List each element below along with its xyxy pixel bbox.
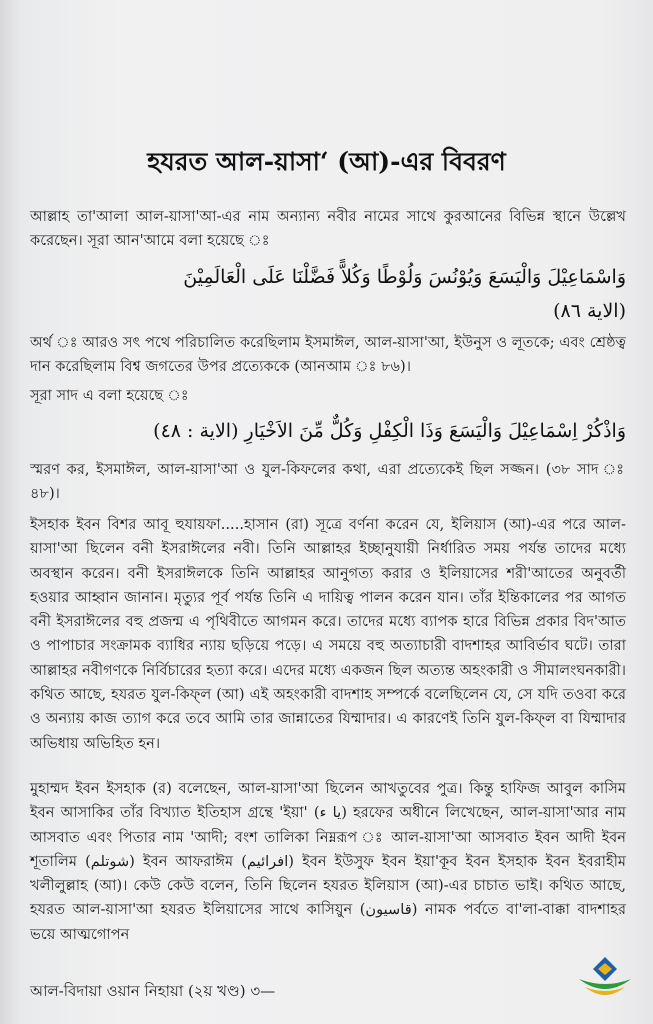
surah-sad-intro: সূরা সাদ এ বলা হয়েছে ঃ bbox=[30, 387, 189, 404]
verse-1-reference: (الاية ٨٦) bbox=[553, 300, 626, 322]
page-footer: আল-বিদায়া ওয়ান নিহায়া (২য় খণ্ড) ৩— bbox=[30, 982, 276, 1000]
body-paragraph-2: মুহাম্মদ ইবন ইসহাক (র) বলেছেন, আল-য়াসা'আ ছিলেন আখতুবের পুত্র। কিন্তু হাফিজ আবুল কাসিম ইবন আসাকির তাঁর বিখ্যাত ইতিহাস গ্রন্থে 'ইয়া' (يا ء) হরফের অধীনে লিখেছেন, আল-য়াসা'আর নাম আসবাত এবং পিতার নাম 'আদী; বংশ তালিকা নিম্নরূপ ঃ আল-য়াসা'আ আসবাত ইবন আদী ইবন শূতালিম (شوتلم) ইবন আফরাঈম (افرائيم) ইবন ইউসুফ ইবন ইয়া'কূব ইবন ইসহাক ইবন ইবরাহীম খলীলুল্লাহ (আ)। কেউ কেউ বলেন, তিনি ছিলেন হযরত ইলিয়াস (আ)-এর চাচাত ভাই। কথিত আছে, হযরত আল-য়াসা'আ হযরত ইলিয়াসের সাথে কাসিয়ুন (قاسيون) নামক পর্বতে বা'লা-বাক্কা বাদশাহর ভয়ে আত্মগোপন bbox=[30, 780, 626, 943]
verse-2-arabic: وَاذْكُرْ اِسْمَاعِيْلَ وَالْيَسَعَ وَذَا الْكِفْلِ وَكُلٌّ مِّنَ الاَخْيَارِ (الاية : ٤٨) bbox=[153, 420, 626, 442]
page-title: হযরত আল-য়াসা‘ (আ)-এর বিবরণ bbox=[147, 147, 506, 176]
intro-paragraph: আল্লাহ তা'আলা আল-য়াসা'আ-এর নাম অন্যান্য নবীর নামের সাথে কুরআনের বিভিন্ন স্থানে উল্লেখ করেছেন। সূরা আন'আমে বলা হয়েছে ঃ bbox=[30, 208, 626, 250]
bleed-through-text bbox=[30, 58, 633, 71]
translation-1: অর্থ ঃ আরও সৎ পথে পরিচালিত করেছিলাম ইসমাঈল, আল-য়াসা'আ, ইউনুস ও লূতকে; এবং শ্রেষ্ঠত্ব দান করেছিলাম বিশ্ব জগতের উপর প্রত্যেককে (আনআম ঃ ৮৬)। bbox=[30, 334, 626, 376]
body-paragraph-1: ইসহাক ইবন বিশর আবূ হুযায়ফা.....হাসান (রা) সূত্রে বর্ণনা করেন যে, ইলিয়াস (আ)-এর পরে আল-য়াসা'আ ছিলেন বনী ইসরাঈলের নবী। তিনি আল্লাহর ইচ্ছানুযায়ী নির্ধারিত সময় পর্যন্ত তাদের মধ্যে অবস্থান করেন। বনী ইসরাঈলকে তিনি আল্লাহর আনুগত্য করার ও ইলিয়াসের শরী'আতের অনুবর্তী হওয়ার আহ্বান জানান। মৃত্যুর পূর্ব পর্যন্ত তিনি এ দায়িত্ব পালন করেন যান। তাঁর ইন্তিকালের পর আগত বনী ইসরাঈলের বহু প্রজন্ম এ পৃথিবীতে আগমন করে। তাদের মধ্যে ব্যাপক হারে বিভিন্ন প্রকার বিদ'আত ও পাপাচার সংক্রামক ব্যাধির ন্যায় ছড়িয়ে পড়ে। এ সময়ে বহু অত্যাচারী বাদশাহর আবির্ভাব ঘটে। তারা আল্লাহর নবীগণকে নির্বিচারের হত্যা করে। এদের মধ্যে একজন ছিল অত্যন্ত অহংকারী ও সীমালংঘনকারী। কথিত আছে, হযরত যুল-কিফ্‌ল (আ) এই অহংকারী বাদশাহ সম্পর্কে বলেছিলেন যে, সে যদি তওবা করে ও অন্যায় কাজ ত্যাগ করে তবে আমি তার জান্নাতের যিম্মাদার। এ কারণেই তিনি যুল-কিফ্‌ল বা যিম্মাদার অভিধায় অভিহিত হন। bbox=[30, 516, 626, 752]
publisher-logo-icon bbox=[575, 955, 635, 1005]
translation-2: স্মরণ কর, ইসমাঈল, আল-য়াসা'আ ও যুল-কিফলের কথা, এরা প্রত্যেকেই ছিল সজ্জন। (৩৮ সাদ ঃ ৪৮)। bbox=[30, 461, 626, 503]
verse-1-arabic: وَاسْمَاعِيْلَ وَالْيَسَعَ وَيُوْنُسَ وَلُوْطًا وَكُلاًّ فَضَّلْنَا عَلَى الْعَالَمِيْنَ bbox=[183, 266, 626, 288]
